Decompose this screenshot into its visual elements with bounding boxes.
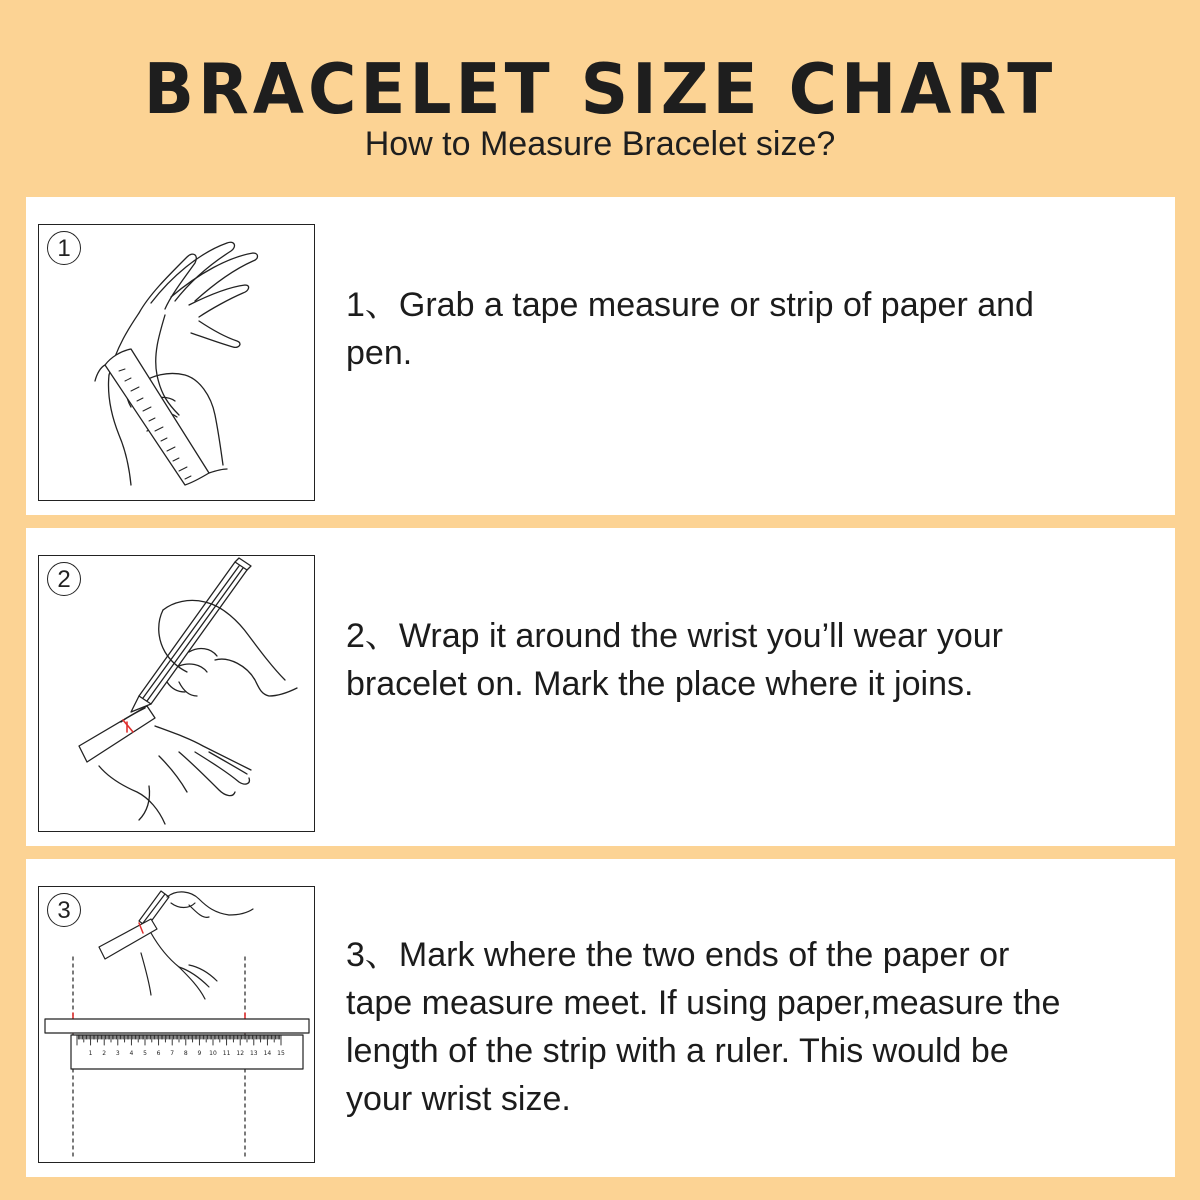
step-card-3 [26,859,1175,1177]
ruler-number: 8 [183,1050,188,1057]
ruler-number: 14 [263,1050,272,1057]
ruler-number: 9 [197,1050,202,1057]
ruler-number: 11 [222,1050,231,1057]
step-instruction [346,612,1146,708]
step-card-1 [26,197,1175,515]
step-text-line: your wrist size. [346,1080,571,1118]
step-text-line: 1、Grab a tape measure or strip of paper and [346,286,1034,324]
ruler-number: 1 [88,1050,93,1057]
step-text-line: tape measure meet. If using paper,measure the [346,984,1061,1022]
ruler-number: 13 [249,1050,258,1057]
step-text-line: pen. [346,334,413,372]
step-instruction [346,931,1146,1123]
step-text-line: bracelet on. Mark the place where it joins. [346,665,974,703]
ruler-number: 2 [102,1050,107,1057]
hand-tape-measure-illustration [38,224,315,501]
step-instruction [346,281,1146,377]
step-text-line: length of the strip with a ruler. This would be [346,1032,1009,1070]
ruler-number: 5 [143,1050,147,1057]
step-number-badge: 3 [47,893,81,927]
ruler-number: 3 [115,1050,120,1057]
step-text-line: 2、Wrap it around the wrist you’ll wear your [346,617,1003,655]
pencil-mark-wrist-illustration [38,555,315,832]
ruler-measure-strip-illustration [38,886,315,1163]
step-number-badge: 1 [47,231,81,265]
ruler-number: 6 [156,1050,161,1057]
ruler-number: 4 [129,1050,134,1057]
page-title: BRACELET SIZE CHART [143,49,1057,130]
ruler-number: 10 [209,1050,217,1057]
step-card-2 [26,528,1175,846]
step-text-line: 3、Mark where the two ends of the paper or [346,936,1010,974]
ruler-number: 12 [236,1050,245,1057]
ruler-number: 15 [277,1050,285,1057]
page-subtitle: How to Measure Bracelet size? [364,125,836,163]
ruler-number: 7 [170,1050,175,1057]
step-number-badge: 2 [47,562,81,596]
